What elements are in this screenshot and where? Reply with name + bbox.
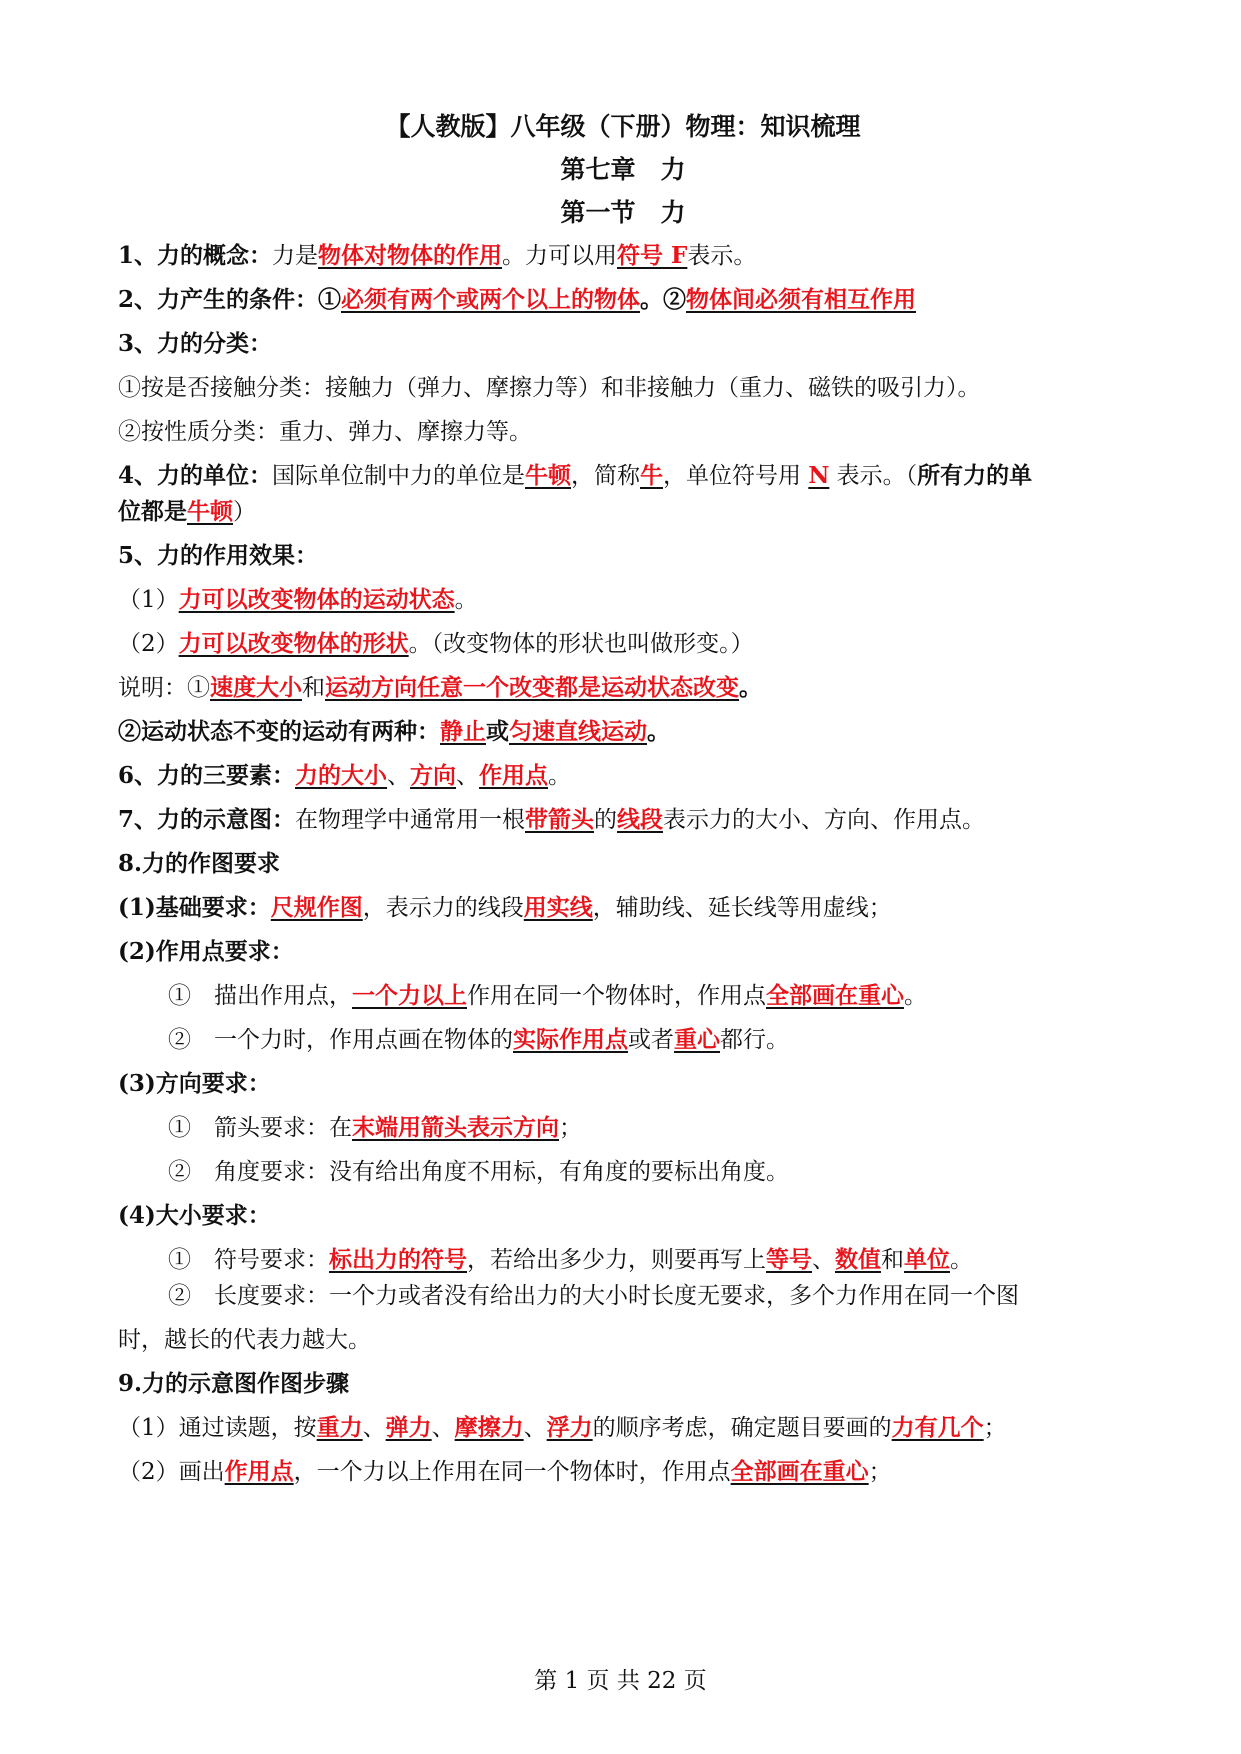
- key-term: 摩擦力: [454, 1414, 524, 1441]
- key-term: 作用点: [479, 762, 549, 789]
- bold-label: 1、力的概念：: [118, 242, 273, 269]
- key-term: 尺规作图: [270, 894, 363, 921]
- body-text: ；: [983, 1415, 1007, 1441]
- bold-label: 6、力的三要素：: [118, 762, 296, 789]
- key-term: 标出力的符号: [329, 1246, 467, 1273]
- text-line: [118, 497, 1128, 527]
- body-text: ，单位符号用: [663, 463, 809, 489]
- body-text: ，表示力的线段: [362, 895, 524, 921]
- bold-label: 7、力的示意图：: [118, 806, 296, 833]
- body-text: 或者: [628, 1027, 674, 1053]
- text-line: [118, 285, 1128, 315]
- key-term: 线段: [617, 806, 664, 833]
- bold-label: 3、力的分类：: [118, 330, 273, 357]
- chapter-heading: 第七章 力: [560, 155, 686, 184]
- text-line: [118, 629, 1128, 659]
- body-text: 说明：①: [118, 675, 210, 701]
- body-text: 和: [302, 675, 325, 701]
- key-term: 作用点: [224, 1458, 294, 1485]
- body-text: ②按性质分类：重力、弹力、摩擦力等。: [118, 419, 532, 445]
- body-text: 的顺序考虑，确定题目要画的: [592, 1415, 892, 1441]
- key-term: 力可以改变物体的运动状态: [178, 586, 455, 613]
- body-text: 。: [454, 587, 478, 613]
- text-line: [118, 1281, 1128, 1311]
- body-text: 。: [904, 983, 927, 1009]
- bold-label: 4、力的单位：: [118, 462, 273, 489]
- text-line: [118, 1113, 1128, 1143]
- bold-label: 所有力的单: [917, 462, 1033, 489]
- key-term: 浮力: [546, 1414, 593, 1441]
- body-text: 、: [431, 1415, 455, 1441]
- key-term: 等号: [766, 1246, 812, 1273]
- body-text: ② 一个力时，作用点画在物体的: [168, 1027, 513, 1053]
- text-line: [118, 1413, 1128, 1443]
- bold-label: 5、力的作用效果：: [118, 542, 319, 569]
- text-line: [118, 893, 1128, 923]
- body-text: 。（改变物体的形状也叫做形变。）: [408, 631, 754, 657]
- bold-label: (1)基础要求：: [118, 894, 271, 921]
- key-term: 一个力以上: [352, 982, 467, 1009]
- body-text: ① 符号要求：: [168, 1247, 329, 1273]
- key-term: 重心: [674, 1026, 720, 1053]
- key-term: 弹力: [385, 1414, 432, 1441]
- text-line: [118, 1157, 1128, 1187]
- key-term: 牛顿: [525, 462, 572, 489]
- body-text: 和: [881, 1247, 904, 1273]
- key-term: 匀速直线运动: [509, 718, 647, 745]
- key-term: 力的大小: [295, 762, 388, 789]
- body-text: （1）: [118, 587, 179, 613]
- text-line: [118, 717, 1128, 747]
- text-line: [118, 1201, 1128, 1231]
- page-footer: 第 1 页 共 22 页: [534, 1668, 707, 1694]
- body-text: 、: [523, 1415, 547, 1441]
- text-line: [118, 417, 1128, 447]
- body-text: ①按是否接触分类：接触力（弹力、摩擦力等）和非接触力（重力、磁铁的吸引力）。: [118, 375, 981, 401]
- text-line: [118, 1457, 1128, 1487]
- body-text: 国际单位制中力的单位是: [272, 463, 526, 489]
- text-line: [118, 761, 1128, 791]
- bold-label: 。②: [640, 286, 687, 313]
- text-line: [118, 673, 1128, 703]
- key-term: N: [808, 462, 830, 489]
- body-text: 都行。: [720, 1027, 789, 1053]
- body-text: ② 长度要求：一个力或者没有给出力的大小时长度无要求，多个力作用在同一个图: [168, 1283, 1019, 1309]
- key-term: 力有几个: [891, 1414, 984, 1441]
- bold-label: 或: [486, 718, 509, 745]
- body-text: ① 箭头要求：在: [168, 1115, 352, 1141]
- text-line: [118, 585, 1128, 615]
- key-term: 力可以改变物体的形状: [178, 630, 409, 657]
- body-text: 时，越长的代表力越大。: [118, 1327, 371, 1353]
- body-text: 表示。: [687, 243, 757, 269]
- text-line: [118, 541, 1128, 571]
- text-line: [118, 1245, 1128, 1275]
- bold-label: 位都是: [118, 498, 187, 525]
- key-term: 牛: [640, 462, 664, 489]
- bold-label: (3)方向要求：: [118, 1070, 271, 1097]
- key-term: 单位: [904, 1246, 950, 1273]
- key-term: 物体间必须有相互作用: [686, 286, 917, 313]
- body-text: 的: [594, 807, 618, 833]
- body-text: ，辅助线、延长线等用虚线；: [592, 895, 892, 921]
- bold-label: (2)作用点要求：: [118, 938, 294, 965]
- key-term: 用实线: [523, 894, 593, 921]
- text-line: [118, 805, 1128, 835]
- body-text: 。: [950, 1247, 973, 1273]
- body-text: ，一个力以上作用在同一个物体时，作用点: [293, 1459, 731, 1485]
- key-term: 物体对物体的作用: [318, 242, 503, 269]
- section-heading: 第一节 力: [560, 198, 686, 227]
- key-term: 必须有两个或两个以上的物体: [341, 286, 641, 313]
- bold-label: 2、力产生的条件：①: [118, 286, 342, 313]
- body-text: （2）画出: [118, 1459, 225, 1485]
- body-text: 、: [362, 1415, 386, 1441]
- body-text: 表示。（: [829, 463, 918, 489]
- text-line: [118, 373, 1128, 403]
- key-term: 方向: [410, 762, 457, 789]
- text-line: [118, 329, 1128, 359]
- body-text: 、: [387, 763, 411, 789]
- key-term: 静止: [440, 718, 486, 745]
- document-title: 【人教版】八年级（下册）物理：知识梳理: [385, 112, 861, 141]
- key-term: 符号 F: [617, 242, 688, 269]
- body-text: ② 角度要求：没有给出角度不用标，有角度的要标出角度。: [168, 1159, 789, 1185]
- key-term: 全部画在重心: [730, 1458, 869, 1485]
- text-line: [118, 1069, 1128, 1099]
- body-text: 、: [456, 763, 480, 789]
- body-text: 。力可以用: [502, 243, 618, 269]
- body-text: ，若给出多少力，则要再写上: [467, 1247, 766, 1273]
- body-text: 。: [548, 763, 572, 789]
- text-line: [118, 981, 1128, 1011]
- body-text: ）: [233, 499, 256, 525]
- body-text: ① 描出作用点，: [168, 983, 352, 1009]
- body-text: ；: [868, 1459, 892, 1485]
- body-text: 表示力的大小、方向、作用点。: [663, 807, 986, 833]
- body-text: 力是: [272, 243, 319, 269]
- bold-label: 8.力的作图要求: [118, 850, 281, 877]
- key-term: 带箭头: [525, 806, 595, 833]
- text-line: [118, 1325, 1128, 1355]
- content-area: [118, 112, 1128, 1501]
- knowledge-list: [118, 241, 1128, 1487]
- bold-label: ②运动状态不变的运动有两种：: [118, 718, 440, 745]
- body-text: （1）通过读题，按: [118, 1415, 317, 1441]
- text-line: [118, 849, 1128, 879]
- bold-label: (4)大小要求：: [118, 1202, 271, 1229]
- text-line: [118, 937, 1128, 967]
- body-text: （2）: [118, 631, 179, 657]
- key-term: 全部画在重心: [766, 982, 904, 1009]
- text-line: [118, 1025, 1128, 1055]
- bold-label: 。: [647, 718, 670, 745]
- text-line: [118, 241, 1128, 271]
- key-term: 运动方向任意一个改变都是运动状态改变: [325, 674, 739, 701]
- key-term: 重力: [316, 1414, 363, 1441]
- body-text: 在物理学中通常用一根: [295, 807, 526, 833]
- key-term: 末端用箭头表示方向: [352, 1114, 559, 1141]
- text-line: [118, 1369, 1128, 1399]
- text-line: [118, 461, 1128, 491]
- key-term: 数值: [835, 1246, 881, 1273]
- key-term: 实际作用点: [513, 1026, 628, 1053]
- key-term: 速度大小: [210, 674, 302, 701]
- body-text: 作用在同一个物体时，作用点: [467, 983, 766, 1009]
- bold-label: 。: [739, 674, 762, 701]
- body-text: 、: [812, 1247, 835, 1273]
- body-text: ；: [559, 1115, 582, 1141]
- key-term: 牛顿: [187, 498, 233, 525]
- body-text: ，简称: [571, 463, 641, 489]
- bold-label: 9.力的示意图作图步骤: [118, 1370, 350, 1397]
